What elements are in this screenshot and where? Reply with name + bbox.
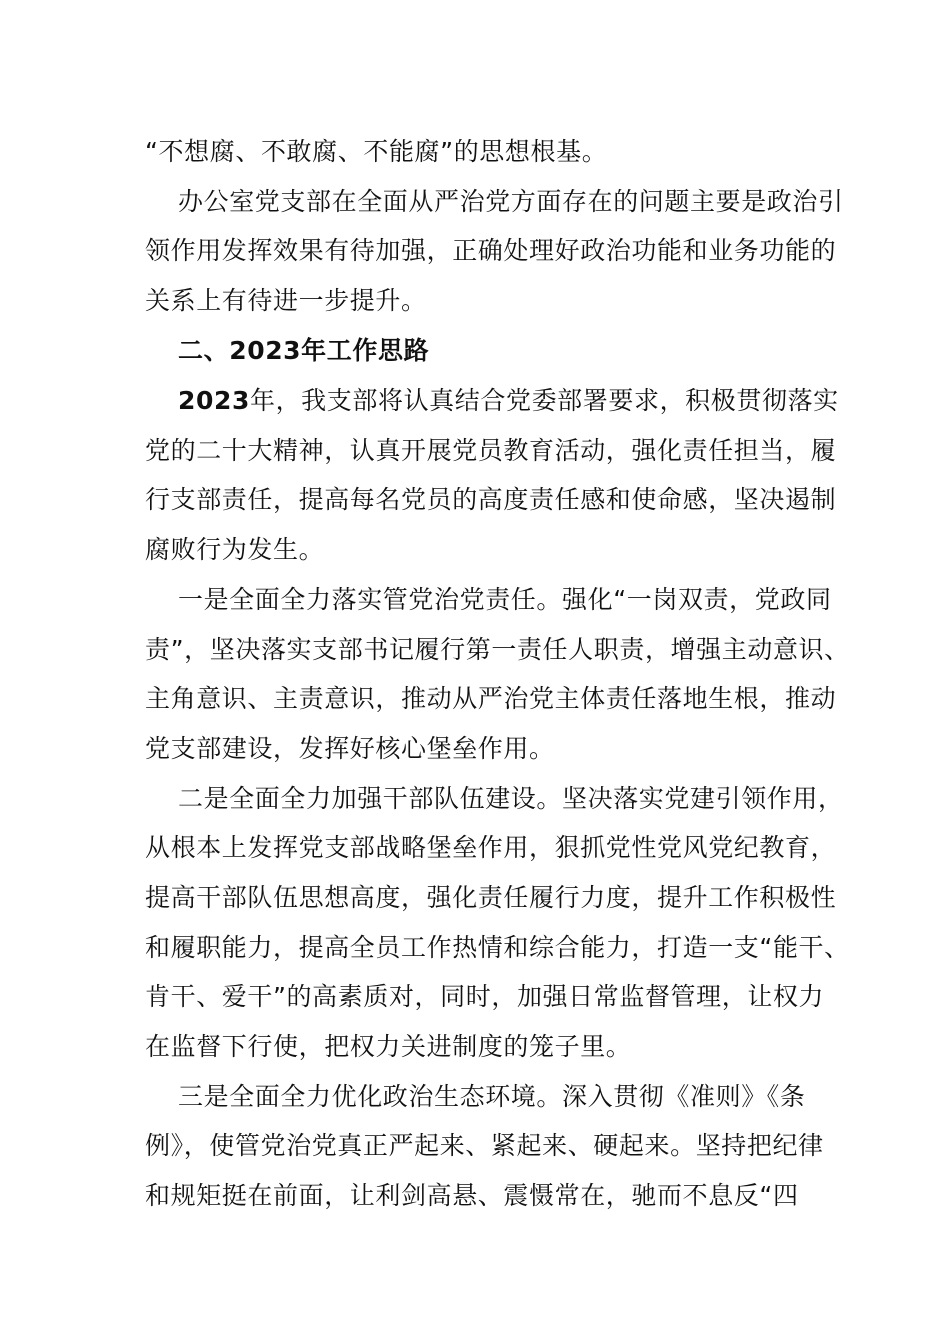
- text-line: 在监督下行使，把权力关进制度的笼子里。: [145, 1032, 632, 1061]
- text-line-rest: 年，我支部将认真结合党委部署要求，积极贯彻落实: [249, 386, 839, 415]
- text-line: 党支部建设，发挥好核心堡垒作用。: [145, 734, 555, 763]
- text-line: 和规矩挺在前面，让利剑高悬、震慑常在，驰而不息反“四: [145, 1181, 799, 1210]
- text-line: 行支部责任，提高每名党员的高度责任感和使命感，坚决遏制: [145, 485, 837, 514]
- section-heading: 二、2023年工作思路: [178, 336, 430, 365]
- text-line: 肯干、爱干”的高素质对，同时，加强日常监督管理，让权力: [145, 982, 825, 1011]
- text-line: [178, 384, 839, 418]
- text-line: 一是全面全力落实管党治党责任。强化“一岗双责，党政同: [178, 585, 832, 614]
- text-line: 例》，使管党治党真正严起来、紧起来、硬起来。坚持把纪律: [145, 1131, 824, 1160]
- text-line: 领作用发挥效果有待加强，正确处理好政治功能和业务功能的: [145, 236, 837, 265]
- year-text: 2023: [178, 386, 250, 415]
- text-line: 从根本上发挥党支部战略堡垒作用，狠抓党性党风党纪教育，: [145, 833, 837, 862]
- text-line: “不想腐、不敢腐、不能腐”的思想根基。: [145, 137, 608, 166]
- text-line: 办公室党支部在全面从严治党方面存在的问题主要是政治引: [178, 187, 844, 216]
- text-line: 和履职能力，提高全员工作热情和综合能力，打造一支“能干、: [145, 933, 850, 962]
- text-line: 党的二十大精神，认真开展党员教育活动，强化责任担当，履: [145, 436, 837, 465]
- text-line: 关系上有待进一步提升。: [145, 286, 427, 315]
- text-line: 三是全面全力优化政治生态环境。深入贯彻《准则》《条: [178, 1082, 806, 1111]
- text-line: 腐败行为发生。: [145, 535, 325, 564]
- text-line: 提高干部队伍思想高度，强化责任履行力度，提升工作积极性: [145, 883, 837, 912]
- text-line: 责”，坚决落实支部书记履行第一责任人职责，增强主动意识、: [145, 635, 850, 664]
- text-line: 主角意识、主责意识，推动从严治党主体责任落地生根，推动: [145, 684, 837, 713]
- text-line: 二是全面全力加强干部队伍建设。坚决落实党建引领作用，: [178, 784, 844, 813]
